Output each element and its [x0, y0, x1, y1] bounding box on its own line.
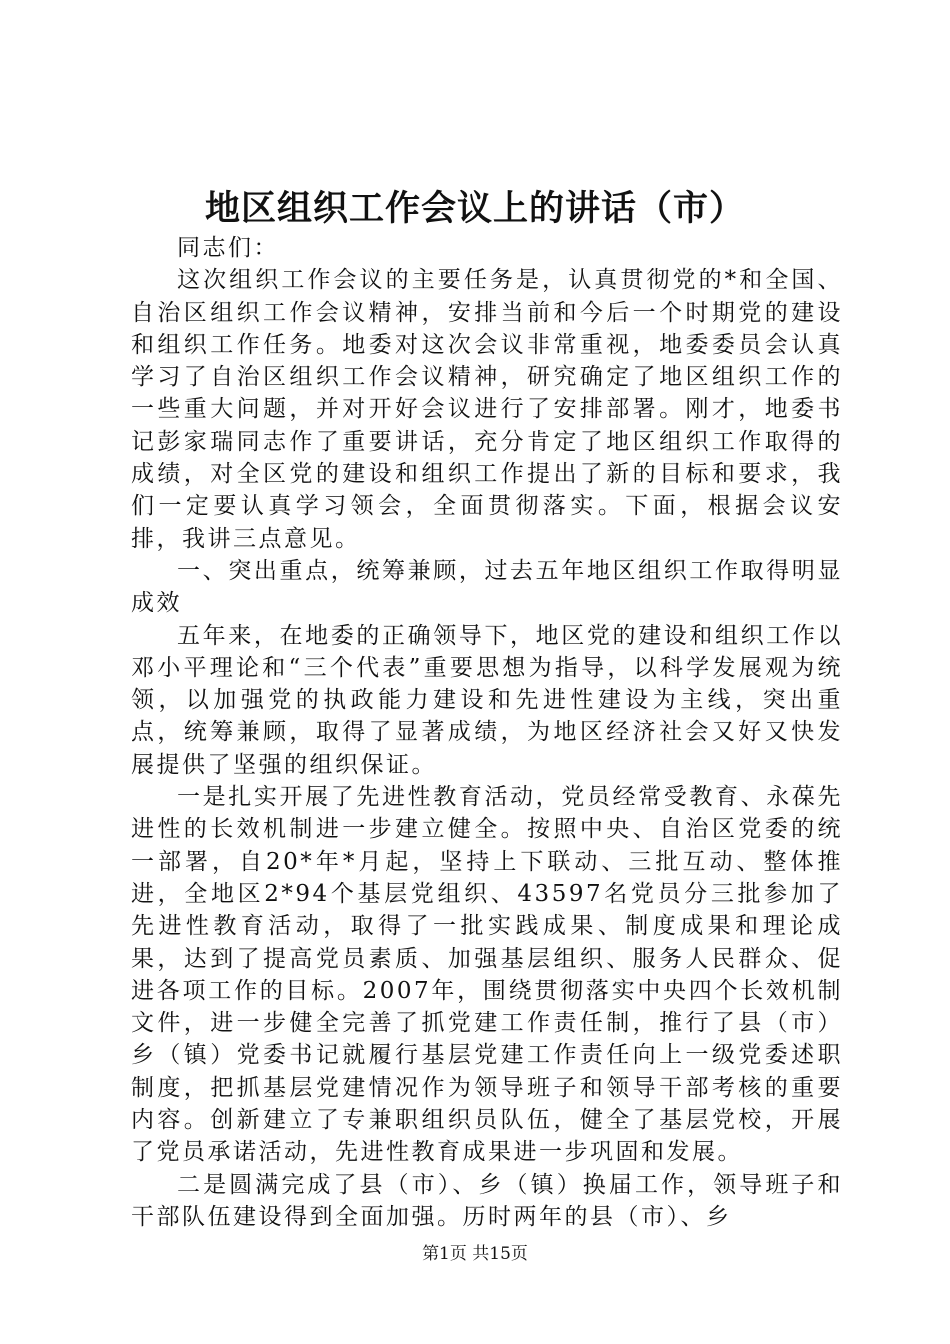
paragraph-achievements: 五年来，在地委的正确领导下，地区党的建设和组织工作以邓小平理论和“三个代表”重要思想为指导，以科学发展观为统领，以加强党的执政能力建设和先进性建设为主线，突出重点，统筹兼顾，取得了显著成绩，为地区经济社会又好又快发展提供了坚强的组织保证。 — [131, 622, 843, 778]
document-title: 地区组织工作会议上的讲话（市） — [204, 188, 745, 229]
paragraph-point-2: 二是圆满完成了县（市）、乡（镇）换届工作，领导班子和干部队伍建设得到全面加强。历时两年的县（市）、乡 — [131, 1171, 843, 1230]
salutation: 同志们： — [177, 235, 279, 261]
document-body — [131, 232, 843, 1233]
paragraph-point-1: 一是扎实开展了先进性教育活动，党员经常受教育、永葆先进性的长效机制进一步建立健全。按照中央、自治区党委的统一部署，自20*年*月起，坚持上下联动、三批互动、整体推进，全地区2*94个基层党组织、43597名党员分三批参加了先进性教育活动，取得了一批实践成果、制度成果和理论成果，达到了提高党员素质、加强基层组织、服务人民群众、促进各项工作的目标。2007年，围绕贯彻落实中央四个长效机制文件，进一步健全完善了抓党建工作责任制，推行了县（市）乡（镇）党委书记就履行基层党建工作责任向上一级党委述职制度，把抓基层党建情况作为领导班子和领导干部考核的重要内容。创新建立了专兼职组织员队伍，健全了基层党校，开展了党员承诺活动，先进性教育成果进一步巩固和发展。 — [131, 784, 843, 1166]
page-footer: 第1页 共15页 — [422, 1244, 528, 1264]
paragraph-intro: 这次组织工作会议的主要任务是，认真贯彻党的*和全国、自治区组织工作会议精神，安排当前和今后一个时期党的建设和组织工作任务。地委对这次会议非常重视，地委委员会认真学习了自治区组织工作会议精神，研究确定了地区组织工作的一些重大问题，并对开好会议进行了安排部署。刚才，地委书记彭家瑞同志作了重要讲话，充分肯定了地区组织工作取得的成绩，对全区党的建设和组织工作提出了新的目标和要求，我们一定要认真学习领会，全面贯彻落实。下面，根据会议安排，我讲三点意见。 — [131, 267, 843, 552]
section-heading-1: 一、突出重点，统筹兼顾，过去五年地区组织工作取得明显成效 — [131, 557, 843, 617]
